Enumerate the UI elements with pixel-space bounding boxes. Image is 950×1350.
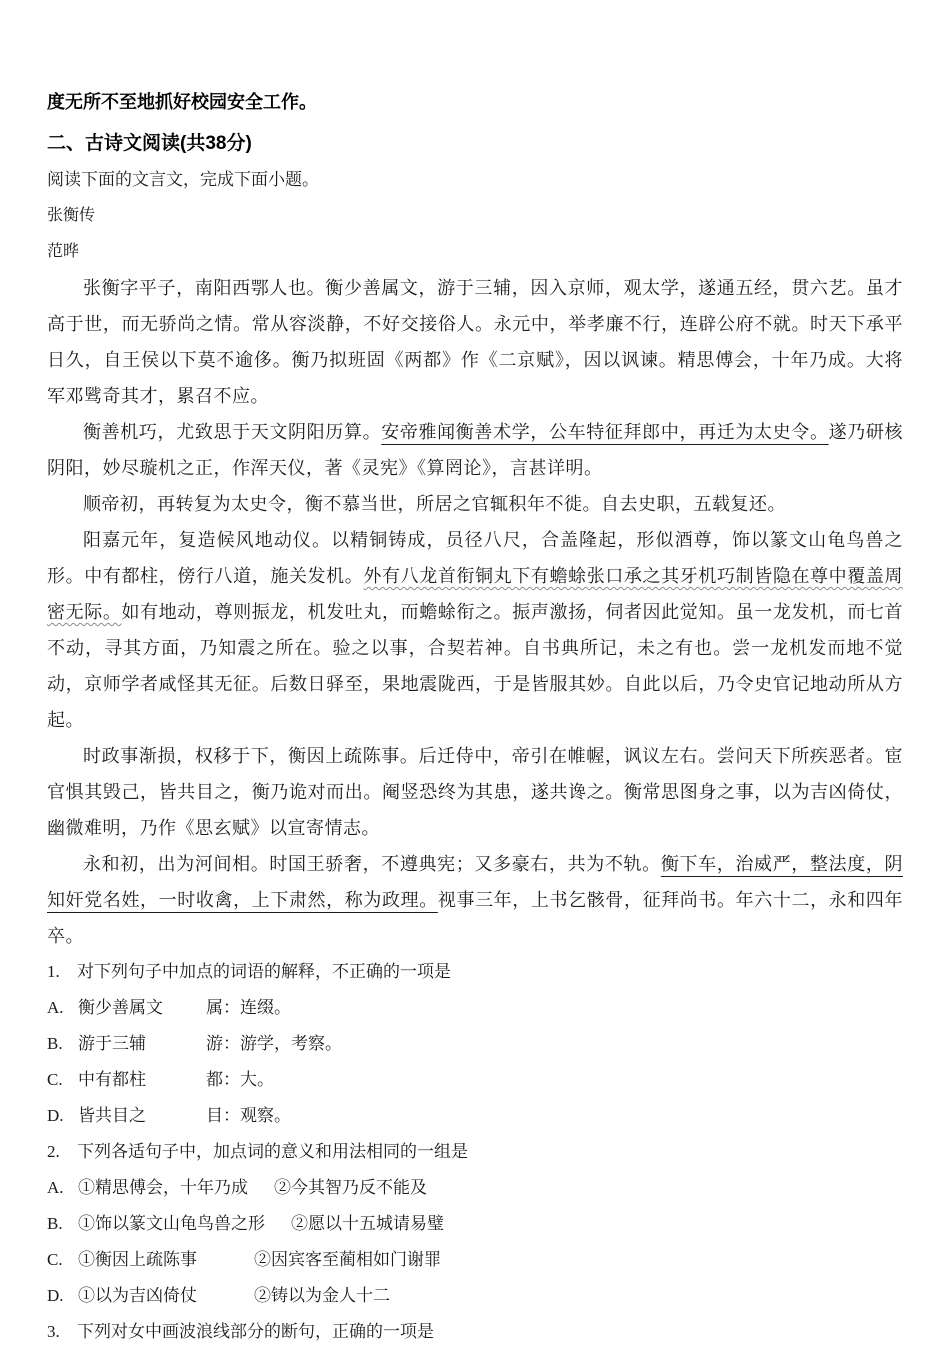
option-sentence-2: ②愿以十五城请易璧 — [291, 1214, 444, 1233]
passage-author: 范晔 — [47, 243, 80, 260]
questions-section — [47, 954, 903, 1350]
question-1-option-d — [47, 1098, 903, 1134]
question-text: 下列各适句子中，加点词的意义和用法相同的一组是 — [77, 1142, 468, 1161]
option-letter: A. — [47, 998, 64, 1017]
question-2-option-d — [47, 1278, 903, 1314]
question-text: 对下列句子中加点的词语的解释，不正确的一项是 — [77, 962, 451, 981]
paragraph-text: 遂乃研核阴阳，妙尽璇机之正，作浑天仪，著《灵宪》《算罔论》，言甚详明。 — [47, 422, 904, 478]
wavy-underlined-passage: 外有八龙首衔铜丸下有蟾蜍张口承之其牙机巧制皆隐在尊中覆盖周密无际。 — [47, 566, 903, 622]
option-phrase: 皆共目之 — [78, 1106, 146, 1125]
paragraph-text: 阳嘉元年，复造候风地动仪。以精铜铸成，员径八尺，合盖隆起，形似酒尊，饰以篆文山龟鸟兽之形。中有都柱，傍行八道，施关发机。 — [47, 530, 903, 586]
question-2 — [47, 1134, 903, 1314]
option-letter: C. — [47, 1070, 63, 1089]
option-phrase: 衡少善属文 — [78, 998, 163, 1017]
option-sentence-1: ①衡因上疏陈事 — [78, 1250, 197, 1269]
option-letter: D. — [47, 1286, 64, 1305]
question-text: 下列对女中画波浪线部分的断句，正确的一项是 — [77, 1322, 434, 1341]
option-sentence-2: ②今其智乃反不能及 — [274, 1178, 427, 1197]
passage-paragraph — [47, 738, 903, 846]
option-letter: A. — [47, 1178, 64, 1197]
section-heading: 二、古诗文阅读(共38分) — [47, 133, 252, 154]
option-phrase: 游于三辅 — [78, 1034, 146, 1053]
passage-title: 张衡传 — [47, 207, 96, 224]
underlined-passage: 安帝雅闻衡善术学，公车特征拜郎中，再迁为太史令。 — [381, 422, 829, 442]
paragraph-text: 时政事渐损，权移于下，衡因上疏陈事。后迁侍中，帝引在帷幄，讽议左右。尝问天下所疾恶者。宦官惧其毁己，皆共目之，衡乃诡对而出。阉竖恐终为其患，遂共谗之。衡常思图身之事，以为吉凶倚仗，幽微难明，乃作《思玄赋》以宣寄情志。 — [47, 746, 903, 838]
classical-passage — [47, 270, 903, 954]
option-gloss: 游：游学，考察。 — [206, 1034, 342, 1053]
question-1-option-b — [47, 1026, 903, 1062]
passage-paragraph — [47, 486, 903, 522]
passage-paragraph — [47, 522, 903, 738]
question-1 — [47, 954, 903, 1134]
option-gloss: 属：连缀。 — [206, 998, 291, 1017]
passage-paragraph — [47, 414, 903, 486]
paragraph-text: 如有地动，尊则振龙，机发吐丸，而蟾蜍衔之。振声激扬，伺者因此觉知。虽一龙发机，而七首不动，寻其方面，乃知震之所在。验之以事，合契若神。自书典所记，未之有也。尝一龙机发而地不觉动，京师学者咸怪其无征。后数日驿至，果地震陇西，于是皆服其妙。自此以后，乃令史官记地动所从方起。 — [47, 602, 904, 730]
option-sentence-1: ①饰以篆文山龟鸟兽之形 — [78, 1214, 265, 1233]
option-phrase: 中有都柱 — [78, 1070, 146, 1089]
option-sentence-1: ①以为吉凶倚仗 — [78, 1286, 197, 1305]
option-letter: B. — [47, 1214, 63, 1233]
question-number: 2. — [47, 1142, 60, 1161]
option-gloss: 都：大。 — [206, 1070, 274, 1089]
question-number: 3. — [47, 1322, 60, 1341]
question-1-option-a — [47, 990, 903, 1026]
option-letter: D. — [47, 1106, 64, 1125]
question-1-stem — [47, 954, 903, 990]
paragraph-text: 衡善机巧，尤致思于天文阴阳历算。 — [83, 422, 382, 442]
option-letter: B. — [47, 1034, 63, 1053]
option-sentence-2: ②铸以为金人十二 — [254, 1286, 390, 1305]
passage-paragraph — [47, 846, 903, 954]
question-number: 1. — [47, 962, 60, 981]
question-2-stem — [47, 1134, 903, 1170]
paragraph-text: 永和初，出为河间相。时国王骄奢，不遵典宪；又多豪右，共为不轨。 — [83, 854, 661, 874]
option-letter: C. — [47, 1250, 63, 1269]
option-sentence-2: ②因宾客至蔺相如门谢罪 — [254, 1250, 441, 1269]
paragraph-text: 张衡字平子，南阳西鄂人也。衡少善属文，游于三辅，因入京师，观太学，遂通五经，贯六艺。虽才高于世，而无骄尚之情。常从容淡静，不好交接俗人。永元中，举孝廉不行，连辟公府不就。时天下承平日久，自王侯以下莫不逾侈。衡乃拟班固《两都》作《二京赋》，因以讽谏。精思傅会，十年乃成。大将军邓骘奇其才，累召不应。 — [47, 278, 903, 406]
passage-paragraph — [47, 270, 903, 414]
question-3-stem — [47, 1314, 903, 1350]
reading-instruction: 阅读下面的文言文，完成下面小题。 — [47, 170, 319, 189]
question-2-option-a — [47, 1170, 903, 1206]
carryover-sentence: 度无所不至地抓好校园安全工作。 — [47, 92, 317, 112]
paragraph-text: 顺帝初，再转复为太史令，衡不慕当世，所居之官辄积年不徙。自去史职，五载复还。 — [83, 494, 786, 514]
question-2-option-c — [47, 1242, 903, 1278]
question-3 — [47, 1314, 903, 1350]
option-sentence-1: ①精思傅会，十年乃成 — [78, 1178, 248, 1197]
question-2-option-b — [47, 1206, 903, 1242]
paragraph-text: 视事三年，上书乞骸骨，征拜尚书。年六十二，永和四年卒。 — [47, 890, 904, 946]
question-1-option-c — [47, 1062, 903, 1098]
underlined-passage: 衡下车，治威严，整法度，阴知奸党名姓，一时收禽，上下肃然，称为政理。 — [47, 854, 904, 910]
option-gloss: 目：观察。 — [206, 1106, 291, 1125]
